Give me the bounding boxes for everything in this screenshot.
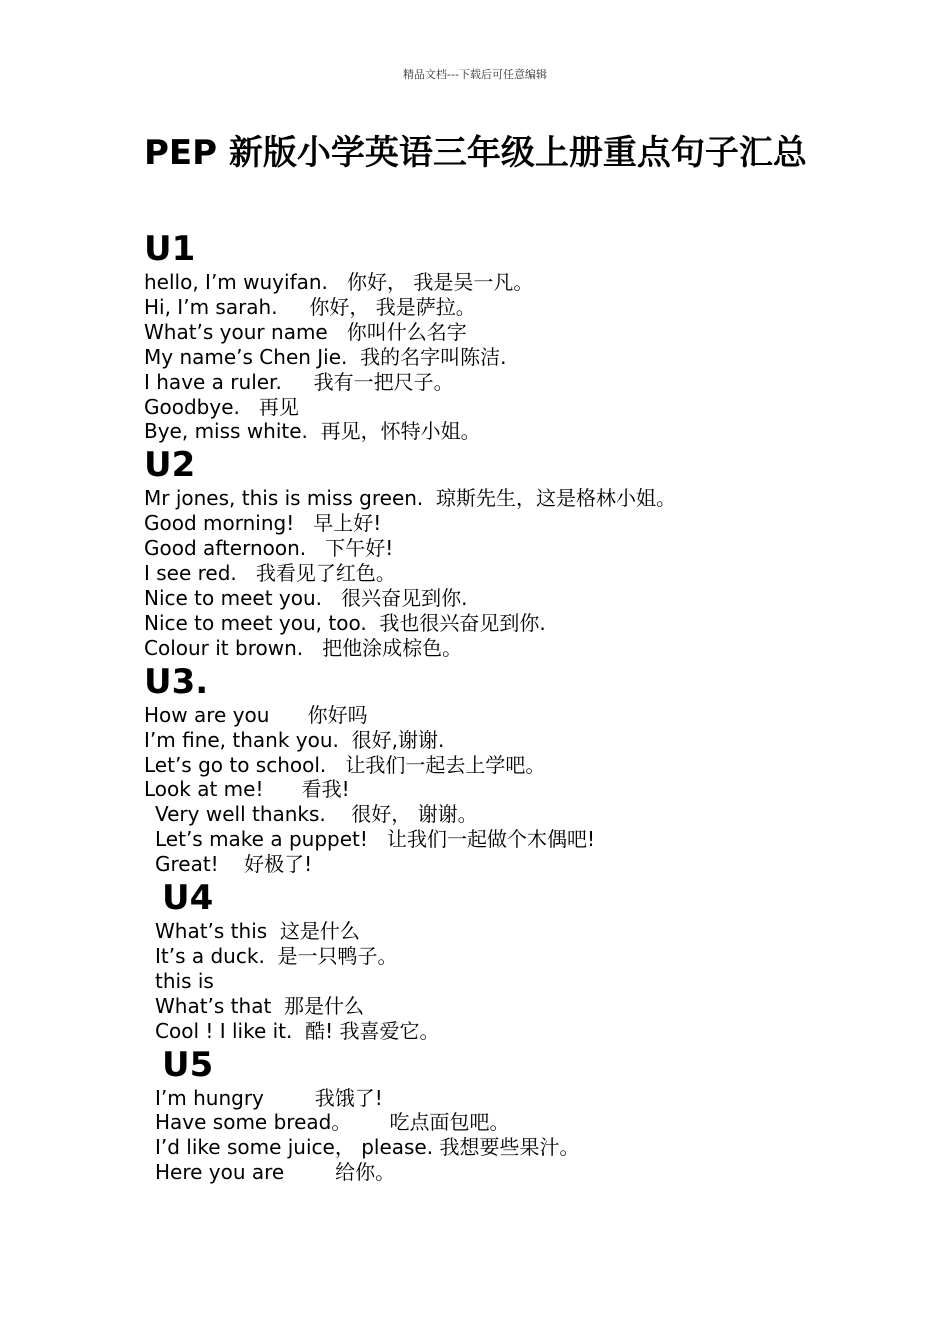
sentence-line: How are you 你好吗 — [144, 702, 368, 727]
sentence-line: Nice to meet you. 很兴奋见到你. — [144, 585, 468, 610]
sentence-line: Colour it brown. 把他涂成棕色。 — [144, 635, 463, 660]
sentence-line: What’s this 这是什么 — [155, 919, 360, 944]
unit-heading: U4 — [162, 878, 214, 919]
sentence-line: I’d like some juice， please. 我想要些果汁。 — [155, 1135, 580, 1160]
sentence-line: Hi, I’m sarah. 你好， 我是萨拉。 — [144, 294, 476, 319]
sentence-line: I’m hungry 我饿了! — [155, 1085, 383, 1110]
document-title: PEP 新版小学英语三年级上册重点句子汇总 — [144, 133, 807, 173]
sentence-line: Goodbye. 再见 — [144, 394, 299, 419]
sentence-line: Let’s go to school. 让我们一起去上学吧。 — [144, 752, 546, 777]
sentence-line: Let’s make a puppet! 让我们一起做个木偶吧! — [155, 827, 595, 852]
unit-heading: U3. — [144, 661, 209, 702]
sentence-line: Bye, miss white. 再见，怀特小姐。 — [144, 419, 481, 444]
sentence-line: My name’s Chen Jie. 我的名字叫陈洁. — [144, 344, 507, 369]
document-body — [144, 228, 864, 1185]
unit-heading: U5 — [162, 1044, 214, 1085]
sentence-line: hello, I’m wuyifan. 你好， 我是吴一凡。 — [144, 270, 534, 294]
unit-section-u3 — [144, 661, 864, 877]
sentence-line: I see red. 我看见了红色。 — [144, 561, 396, 586]
sentence-line: Good morning! 早上好! — [144, 511, 382, 536]
page-header-watermark: 精品文档---下载后可任意编辑 — [403, 68, 547, 81]
sentence-line: Good afternoon. 下午好! — [144, 536, 394, 561]
sentence-line: Here you are 给你。 — [155, 1160, 396, 1185]
unit-heading: U2 — [144, 445, 196, 486]
unit-section-u2 — [144, 444, 864, 660]
unit-heading: U1 — [144, 229, 196, 269]
sentence-line: Have some bread。 吃点面包吧。 — [155, 1110, 510, 1135]
sentence-line: What’s that 那是什么 — [155, 993, 365, 1018]
sentence-line: Mr jones, this is miss green. 琼斯先生，这是格林小姐。 — [144, 486, 677, 511]
unit-section-u4 — [144, 877, 864, 1044]
sentence-line: I’m fine, thank you. 很好,谢谢. — [144, 727, 445, 752]
sentence-line: Great! 好极了! — [155, 852, 313, 877]
sentence-line: What’s your name 你叫什么名字 — [144, 319, 467, 344]
unit-section-u5 — [144, 1044, 864, 1186]
sentence-line: this is — [155, 968, 214, 993]
sentence-line: Look at me! 看我! — [144, 777, 350, 802]
sentence-line: It’s a duck. 是一只鸭子。 — [155, 943, 398, 968]
unit-section-u1 — [144, 228, 864, 444]
sentence-line: Very well thanks. 很好， 谢谢。 — [155, 802, 478, 827]
sentence-line: Nice to meet you, too. 我也很兴奋见到你. — [144, 610, 546, 635]
sentence-line: I have a ruler. 我有一把尺子。 — [144, 369, 454, 394]
sentence-line: Cool ! I like it. 酷! 我喜爱它。 — [155, 1018, 440, 1043]
